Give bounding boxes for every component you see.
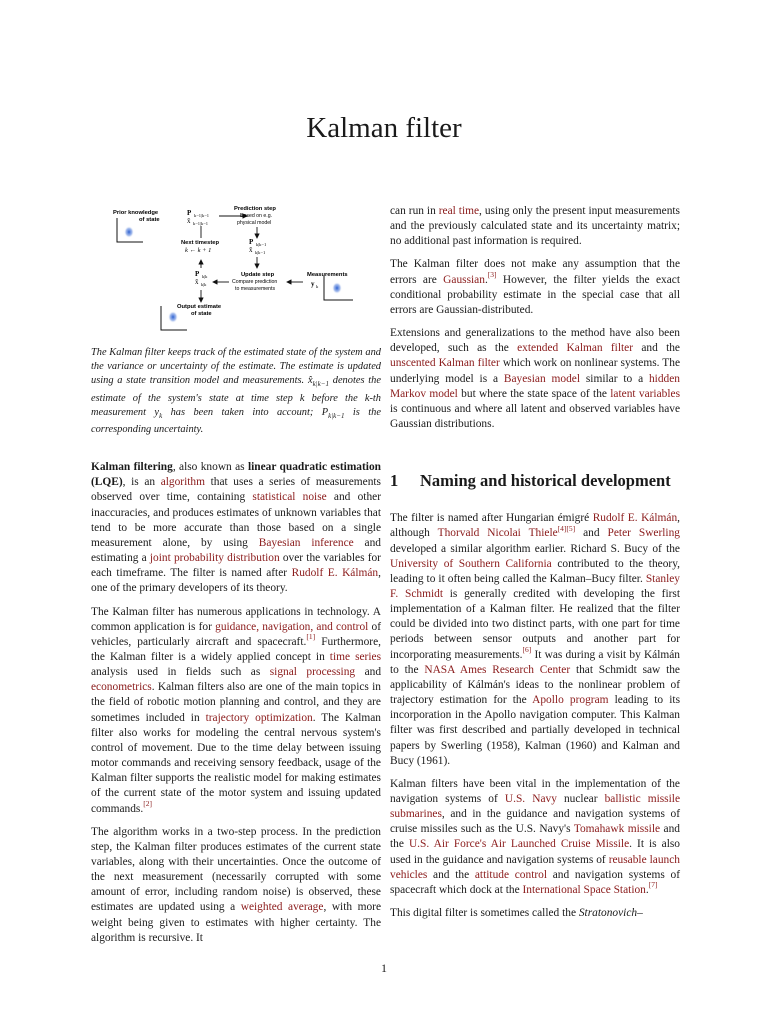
- paragraph-navigation: Kalman filters have been vital in the implementation of the navigation systems of U.S. Navy nuclear ballistic missile submarines, and in the guidance and navigation systems of cruise missiles such as the U.S. Navy's Tomahawk missile and the U.S. Air Force's Air Launched Cruise Missile. It is also used in the guidance and navigation systems of reusable launch vehicles and the attitude control and navigation systems of spacecraft which dock at the International Space Station.[7]: [390, 777, 680, 896]
- output-distribution: [168, 311, 178, 323]
- ref-1[interactable]: [1]: [306, 632, 316, 642]
- paragraph-realtime: can run in real time, using only the present input measurements and the previously calculated state and its uncertainty matrix; no additional past information is required.: [390, 205, 680, 248]
- link-joint-probability[interactable]: joint probability distribution: [149, 552, 280, 565]
- link-ballistic-submarines[interactable]: ballistic missile submarines: [390, 793, 680, 821]
- link-attitude-control[interactable]: attitude control: [474, 868, 548, 881]
- paragraph-stratonovich: This digital filter is sometimes called the Stratonovich–: [390, 907, 643, 920]
- x-prior-sub: k−1|k−1: [193, 221, 208, 226]
- prior-distribution: [124, 226, 134, 238]
- p-prior: P: [187, 209, 192, 217]
- output-label-2: of state: [191, 311, 212, 317]
- link-nasa-ames[interactable]: NASA Ames Research Center: [424, 663, 571, 676]
- k-update: k ← k + 1: [185, 247, 212, 254]
- x-post: x̂: [195, 278, 199, 286]
- next-timestep-label: Next timestep: [181, 240, 220, 246]
- link-alcm[interactable]: U.S. Air Force's Air Launched Cruise Missile: [408, 838, 630, 851]
- prediction-desc-2: physical model: [237, 220, 272, 226]
- right-column: [390, 204, 680, 929]
- measurements-label: Measurements: [307, 272, 348, 278]
- link-extended-kalman[interactable]: extended Kalman filter: [517, 342, 634, 355]
- link-latent-variables[interactable]: latent variables: [610, 387, 680, 400]
- paragraph-intro: Kalman filtering, also known as linear quadratic estimation (LQE), is an algorithm that uses a series of measurements observed over time, containing statistical noise and other inaccuracies, and produces estimates of unknown variables that tend to be more accurate than those based on a single measurement alone, by using Bayesian inference and estimating a joint probability distribution over the variables for each timeframe. The filter is named after Rudolf E. Kálmán, one of the primary developers of its theory.: [91, 461, 381, 595]
- prediction-desc-1: Based on e.g.: [240, 213, 273, 219]
- p-post: P: [195, 270, 200, 278]
- page-title: Kalman filter: [306, 112, 462, 144]
- section-title: Naming and historical development: [420, 471, 671, 491]
- link-swerling[interactable]: Peter Swerling: [607, 527, 680, 540]
- caption-yk-sub: k: [159, 411, 163, 420]
- prediction-step-label: Prediction step: [234, 206, 276, 212]
- caption-text-4: is the corresponding uncertainty.: [91, 406, 381, 435]
- ref-2[interactable]: [2]: [143, 798, 152, 808]
- link-trajectory-optimization[interactable]: trajectory optimization: [205, 711, 313, 724]
- page-number: 1: [381, 961, 387, 975]
- link-bayesian-inference[interactable]: Bayesian inference: [258, 536, 354, 549]
- prior-label-1: Prior knowledge: [113, 210, 159, 216]
- left-column: [91, 204, 381, 954]
- x-pred-sub: k|k−1: [255, 250, 266, 255]
- p-pred: P: [249, 238, 254, 246]
- paragraph-algorithm: The algorithm works in a two-step process. In the prediction step, the Kalman filter produces estimates of the current state variables, along with their uncertainties. Once the outcome of the next measurement (necessarily corrupted with some amount of error, including random noise) is observed, these estimates are updated using a weighted average, with more weight being given to estimates with higher certainty. The algorithm is recursive. It: [91, 825, 381, 944]
- link-iss[interactable]: International Space Station: [522, 883, 646, 896]
- prior-label-2: of state: [139, 217, 160, 223]
- link-schmidt[interactable]: Stanley F. Schmidt: [390, 572, 680, 600]
- output-label-1: Output estimate: [177, 304, 222, 310]
- caption-text-2: denotes the estimate of the system's state at time step k before the k-th measurement y: [91, 375, 381, 418]
- figure-caption: [91, 346, 381, 437]
- link-algorithm[interactable]: algorithm: [160, 476, 205, 489]
- section-number: 1: [390, 471, 399, 491]
- link-rudolf-kalman-2[interactable]: Rudolf E. Kálmán: [592, 512, 678, 525]
- paragraph-extensions: Extensions and generalizations to the method have also been developed, such as the extended Kalman filter and the unscented Kalman filter which work on nonlinear systems. The underlying model is a Bayesian model similar to a hidden Markov model but where the state space of the latent variables is continuous and where all latent and observed variables have Gaussian distributions.: [390, 327, 681, 431]
- link-tomahawk[interactable]: Tomahawk missile: [573, 823, 661, 836]
- link-signal-processing[interactable]: signal processing: [269, 666, 356, 679]
- link-us-navy[interactable]: U.S. Navy: [504, 793, 557, 805]
- section-heading: [390, 470, 680, 491]
- p-prior-sub: k−1|k−1: [194, 213, 209, 218]
- link-real-time[interactable]: real time: [438, 205, 480, 217]
- x-pred: x̂: [249, 246, 253, 254]
- update-desc-2: to measurements: [235, 286, 276, 292]
- y-k: y: [311, 280, 315, 288]
- link-reusable-launch[interactable]: reusable launch vehicles: [390, 853, 680, 881]
- ref-4-5[interactable]: [4][5]: [557, 523, 576, 533]
- x-post-sub: k|k: [201, 282, 207, 287]
- link-time-series[interactable]: time series: [329, 650, 382, 663]
- link-thiele[interactable]: Thorvald Nicolai Thiele: [437, 527, 558, 540]
- ref-3[interactable]: [3]: [487, 269, 497, 279]
- caption-text-1: The Kalman filter keeps track of the estimated state of the system and the variance or uncertainty of the estimate. The estimate is updated using a state transition model and measurements.: [91, 347, 381, 387]
- link-usc[interactable]: University of Southern California: [390, 557, 552, 570]
- link-statistical-noise[interactable]: statistical noise: [252, 491, 327, 504]
- x-prior: x̂: [187, 217, 191, 225]
- paragraph-applications: The Kalman filter has numerous applications in technology. A common application is for guidance, navigation, and control of vehicles, particularly aircraft and spacecraft.[1] Furthermore, the Kalman filter is a widely applied concept in time series analysis used in fields such as signal processing and econometrics. Kalman filters also are one of the main topics in the field of robotic motion planning and control, and they are sometimes included in trajectory optimization. The Kalman filter also works for modeling the central nervous system's control of movement. Due to the time delay between issuing motor commands and receiving sensory feedback, usage of the Kalman filter supports the realistic model for making estimates of the current state of the motor system and issuing updated commands.[2]: [91, 605, 382, 815]
- caption-math-1: $x̂_{k|k-1}$: [307, 375, 329, 389]
- link-econometrics[interactable]: econometrics: [91, 681, 152, 694]
- p-pred-sub: k|k−1: [256, 242, 267, 247]
- ref-6[interactable]: [6]: [522, 644, 532, 654]
- measurement-distribution: [332, 282, 342, 294]
- kalman-diagram: [91, 204, 381, 339]
- link-bayesian-model[interactable]: Bayesian model: [503, 372, 580, 385]
- p-post-sub: k|k: [202, 274, 208, 279]
- link-unscented-kalman[interactable]: unscented Kalman filter: [390, 357, 500, 370]
- update-desc-1: Compare prediction: [232, 279, 278, 285]
- link-gaussian[interactable]: Gaussian: [443, 273, 485, 286]
- kalman-diagram-svg: [91, 204, 381, 339]
- link-weighted-average[interactable]: weighted average: [240, 901, 324, 914]
- caption-text-3: has been taken into account;: [170, 406, 314, 418]
- link-hidden-markov[interactable]: hidden Markov model: [390, 372, 680, 400]
- update-step-label: Update step: [241, 272, 275, 278]
- link-apollo[interactable]: Apollo program: [532, 694, 609, 707]
- y-k-sub: k: [316, 284, 319, 289]
- link-rudolf-kalman[interactable]: Rudolf E. Kálmán: [291, 567, 379, 580]
- paragraph-naming: The filter is named after Hungarian émigré Rudolf E. Kálmán, although Thorvald Nicolai Thiele[4][5] and Peter Swerling developed a similar algorithm earlier. Richard S. Bucy of the University of Southern California contributed to the theory, leading to it often being called the Kalman–Bucy filter. Stanley F. Schmidt is generally credited with developing the first implementation of a Kalman filter. He realized that the filter could be divided into two distinct parts, with one part for time periods between sensor outputs and another part for incorporating measurements.[6] It was during a visit by Kálmán to the NASA Ames Research Center that Schmidt saw the applicability of Kálmán's ideas to the nonlinear problem of trajectory estimation for the Apollo program leading to its incorporation in the Apollo navigation computer. This Kalman filter was first described and partially developed in technical papers by Swerling (1958), Kalman (1960) and Kalman and Bucy (1961).: [390, 512, 681, 767]
- caption-math-2: $P_{k|k-1}$: [321, 406, 345, 420]
- paragraph-gaussian: The Kalman filter does not make any assumption that the errors are Gaussian.[3] However, the filter yields the exact conditional probability estimate in the special case that all errors are Gaussian-distributed.: [390, 258, 680, 316]
- ref-7[interactable]: [7]: [648, 880, 658, 890]
- link-gnc[interactable]: guidance, navigation, and control: [215, 620, 369, 633]
